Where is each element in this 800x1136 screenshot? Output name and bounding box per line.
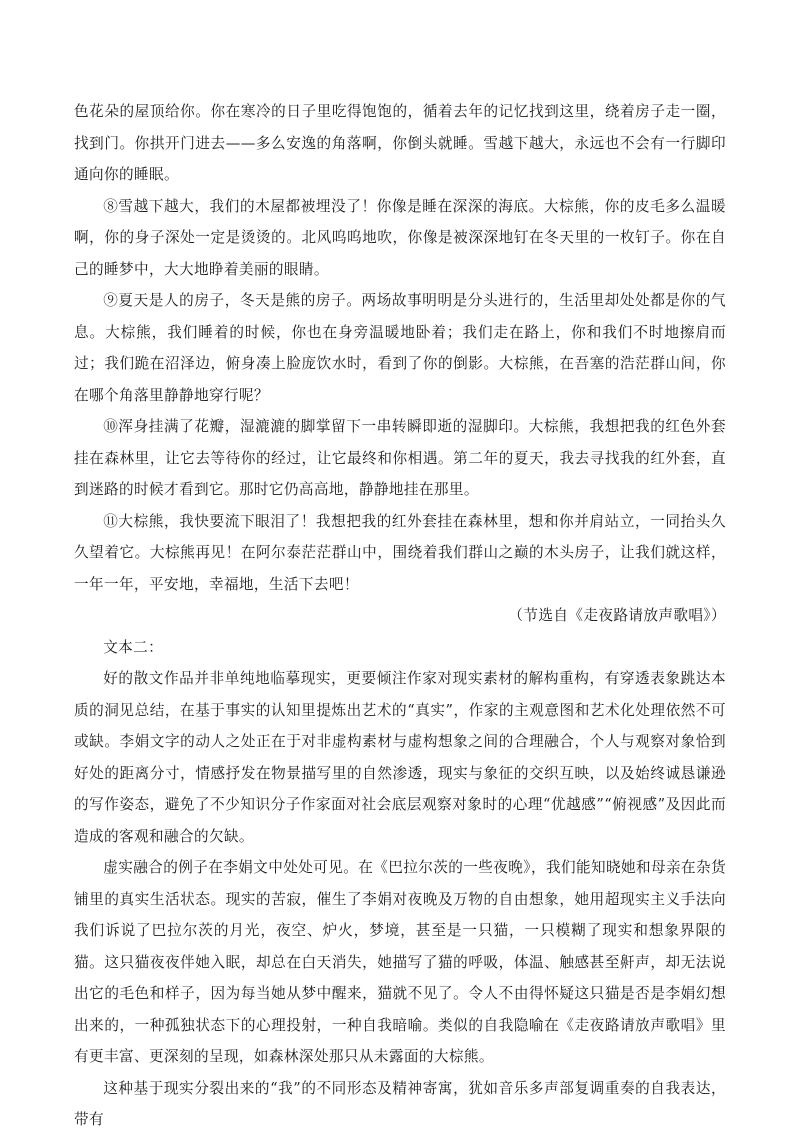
document-page [74,96,726,1136]
text-one-paragraph-11: ⑪大棕熊，我快要流下眼泪了！我想把我的红外套挂在森林里，想和你并肩站立，一同抬头久久望着它。大棕熊再见！在阿尔泰茫茫群山中，围绕着我们群山之巅的木头房子，让我们就这样，一年一年，平安地，幸福地，生活下去吧！ [74,512,726,593]
text-two-paragraph-2: 虚实融合的例子在李娟文中处处可见。在《巴拉尔茨的一些夜晚》，我们能知晓她和母亲在杂货铺里的真实生活状态。现实的苦寂，催生了李娟对夜晚及万物的自由想象，她用超现实主义手法向我们诉说了巴拉尔茨的月光，夜空、炉火，梦境，甚至是一只猫，一只模糊了现实和想象界限的猫。这只猫夜夜伴她入眠，却总在白天消失，她描写了猫的呼吸，体温、触感甚至鼾声，却无法说出它的毛色和样子，因为每当她从梦中醒来，猫就不见了。令人不由得怀疑这只猫是否是李娟幻想出来的，一种孤独状态下的心理投射，一种自我暗喻。类似的自我隐喻在《走夜路请放声歌唱》里有更丰富、更深刻的呈现，如森林深处那只从未露面的大棕熊。 [74,859,726,1065]
text-two-paragraph-3: 这种基于现实分裂出来的“我”的不同形态及精神寄寓，犹如音乐多声部复调重奏的自我表达，带有 [74,1079,726,1128]
text-one-source-citation: （节选自《走夜路请放声歌唱》） [508,607,726,624]
text-one-paragraph-8: ⑧雪越下越大，我们的木屋都被埋没了！你像是睡在深深的海底。大棕熊，你的皮毛多么温暖啊，你的身子深处一定是烫烫的。北风呜呜地吹，你像是被深深地钉在冬天里的一枚钉子。你在自己的睡梦中，大大地睁着美丽的眼睛。 [74,197,726,278]
text-two-label: 文本二： [103,638,164,656]
text-two-paragraph-1: 好的散文作品并非单纯地临摹现实，更要倾注作家对现实素材的解构重构，有穿透表象跳达本质的洞见总结，在基于事实的认知里提炼出艺术的“真实”，作家的主观意图和艺术化处理依然不可或缺。李娟文字的动人之处正在于对非虚构素材与虚构想象之间的合理融合，个人与观察对象恰到好处的距离分寸，情感抒发在物景描写里的自然渗透，现实与象征的交织互映，以及始终诚恳谦逊的写作姿态，避免了不少知识分子作家面对社会底层观察对象时的心理“优越感”“俯视感”及因此而造成的客观和融合的欠缺。 [74,670,726,845]
text-one-paragraph-continued: 色花朵的屋顶给你。你在寒冷的日子里吃得饱饱的，循着去年的记忆找到这里，绕着房子走一圈，找到门。你拱开门进去——多么安逸的角落啊，你倒头就睡。雪越下越大，永远也不会有一行脚印通向你的睡眠。 [74,103,726,183]
text-one-paragraph-9: ⑨夏天是人的房子，冬天是熊的房子。两场故事明明是分头进行的，生活里却处处都是你的气息。大棕熊，我们睡着的时候，你也在身旁温暖地卧着；我们走在路上，你和我们不时地擦肩而过；我们跪在沼泽边，俯身凑上脸庞饮水时，看到了你的倒影。大棕熊，在吾塞的浩茫群山间，你在哪个角落里静静地穿行呢？ [74,292,726,404]
text-one-paragraph-10: ⑩浑身挂满了花瓣，湿漉漉的脚掌留下一串转瞬即逝的湿脚印。大棕熊，我想把我的红色外套挂在森林里，让它去等待你的经过，让它最终和你相遇。第二年的夏天，我去寻找我的红外套，直到迷路的时候才看到它。那时它仍高高地，静静地挂在那里。 [74,418,726,498]
